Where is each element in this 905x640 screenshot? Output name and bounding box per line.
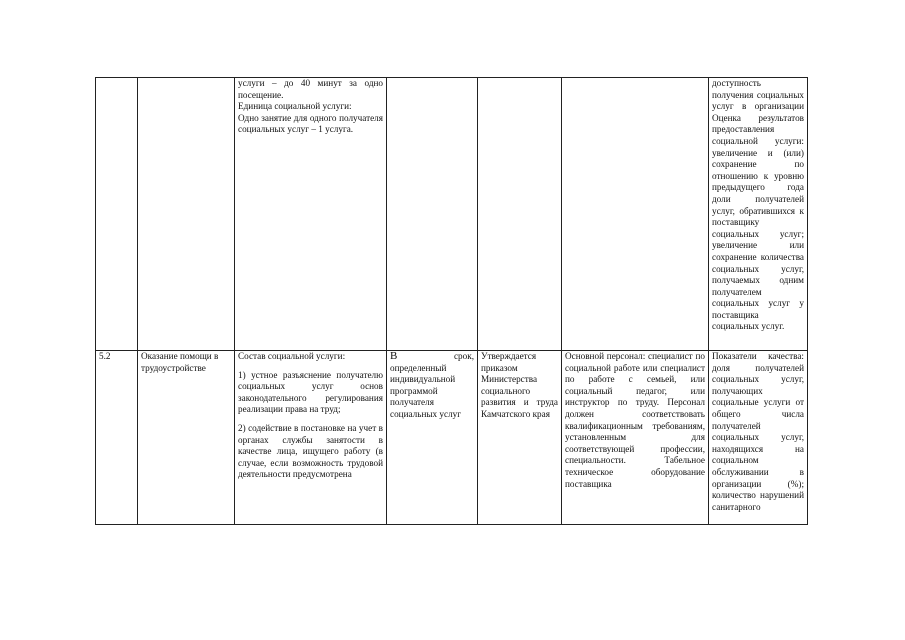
row-number-cell (96, 78, 138, 351)
term-text: срок, определенный индивидуальной программой получателя социальных услуг (390, 351, 474, 419)
content-line: Одно занятие для одного получателя социальных услуг – 1 услуга. (238, 112, 383, 135)
row-number-cell: 5.2 (96, 351, 138, 525)
content-item: 2) содействие в постановке на учет в органах службы занятости в качестве лица, ищущего работу (в случае, если возможность трудовой деятельности предусмотрена (238, 422, 383, 480)
content-item: 1) устное разъяснение получателю социальных услуг основ законодательного регулирования реализации права на труд; (238, 369, 383, 415)
quality-indicators-cell: доступность получения социальных услуг в организации Оценка результатов предоставления социальной услуги: увеличение и (или) сохранение по отношению к уровню предыдущего года доли получателей услуг, обратившихся к поставщику социальных услуг; увеличение или сохранение количества социальных услуг, получаемых одним получателем социальных услуг у поставщика социальных услуг. (709, 78, 808, 351)
service-content-cell (235, 351, 387, 525)
service-content-cell (235, 78, 387, 351)
service-cost-cell: Утверждается приказом Министерства социального развития и труда Камчатского края (478, 351, 562, 525)
service-term-cell (387, 351, 478, 525)
service-cost-cell (478, 78, 562, 351)
service-conditions-cell (562, 78, 709, 351)
table-row (96, 351, 808, 525)
service-name-cell (138, 78, 235, 351)
social-services-table (95, 77, 808, 525)
service-name-cell: Оказание помощи в трудоустройстве (138, 351, 235, 525)
content-title: Состав социальной услуги: (238, 351, 346, 361)
service-conditions-cell: Основной персонал: специалист по социальной работе или специалист по работе с семьей, или социальный педагог, или инструктор по труду. Персонал должен соответствовать квалификационным требованиям, установленным для соответствующей профессии, специальности. Табельное техническое оборудование поставщика (562, 351, 709, 525)
quality-indicators-cell: Показатели качества: доля получателей социальных услуг, получающих социальные услуги от общего числа получателей социальных услуг, находящихся на социальном обслуживании в организации (%); количество нарушений санитарного (709, 351, 808, 525)
service-term-cell (387, 78, 478, 351)
content-line: услуги – до 40 минут за одно посещение. (238, 78, 383, 100)
content-line: Единица социальной услуги: (238, 101, 352, 112)
term-first-word: В (390, 350, 398, 362)
table-row (96, 78, 808, 351)
